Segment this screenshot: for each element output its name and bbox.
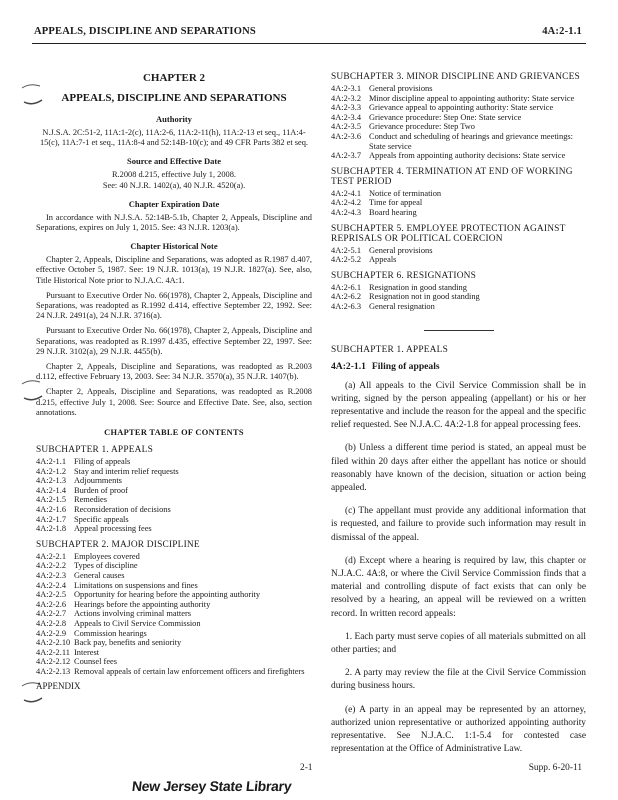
toc-entry-number: 4A:2-1.4 — [36, 485, 67, 495]
toc-entry-number: 4A:2-2.5 — [36, 590, 67, 600]
toc-entry-number: 4A:2-2.10 — [36, 638, 71, 648]
section-name: Filing of appeals — [371, 360, 440, 372]
section-divider — [424, 330, 494, 331]
toc-entry-number: 4A:2-1.1 — [36, 457, 67, 467]
toc-entry-title: Grievance procedure: Step Two — [369, 122, 475, 132]
toc-entry-number: 4A:2-2.3 — [36, 571, 67, 580]
toc-entry-title: Notice of termination — [369, 188, 442, 198]
toc-entry-title: Stay and interim relief requests — [74, 466, 179, 476]
toc-entry-number: 4A:2-2.12 — [36, 657, 71, 667]
toc-entry — [36, 457, 312, 467]
section-number: 4A:2-1.1 — [331, 360, 366, 372]
toc-entry — [36, 667, 312, 677]
historical-note-paragraph: Chapter 2, Appeals, Discipline and Separations, was readopted as R.2003 d.112, effective February 13, 2003. See: 34 N.J.R. 3570(a), 35 N.J.R. 1407(b). — [36, 362, 312, 382]
historical-note-heading: Chapter Historical Note — [130, 241, 218, 252]
toc-entry-title: Back pay, benefits and seniority — [74, 638, 182, 648]
toc-entry-number: 4A:2-3.5 — [331, 122, 362, 132]
authority-heading: Authority — [156, 114, 192, 124]
toc-entry — [36, 561, 312, 571]
toc-entry-title: Conduct and scheduling of hearings and grievance meetings: State service — [369, 131, 573, 151]
toc-entry-title: Minor discipline appeal to appointing authority: State service — [369, 93, 575, 103]
toc-entry-number: 4A:2-1.5 — [36, 495, 67, 505]
toc-entry — [36, 609, 312, 619]
toc-entry-title: Appeals from appointing authority decisions: State service — [369, 151, 566, 161]
historical-note-paragraph: Pursuant to Executive Order No. 66(1978), Chapter 2, Appeals, Discipline and Separations, was readopted as R.1992 d.414, effective September 22, 1992. See: 24 N.J.R. 2491(a), 24 N.J.R. 3716(a). — [36, 290, 312, 321]
toc-entry-title: General provisions — [369, 245, 433, 255]
toc-subchapter-heading: SUBCHAPTER 2. MAJOR DISCIPLINE — [36, 539, 200, 550]
toc-entry-number: 4A:2-3.3 — [331, 103, 362, 113]
body-subparagraph: 1. Each party must serve copies of all materials submitted on all other parties; and — [331, 631, 586, 655]
toc-entry-number: 4A:2-1.3 — [36, 476, 67, 486]
body-subparagraph: 2. A party may review the file at the Civil Service Commission during business hours. — [331, 668, 586, 692]
body-paragraph: (d) Except where a hearing is required by law, this chapter or N.J.A.C. 4A:8, or where the Civil Service Commission finds that a material and controlling dispute of fact exists that can only be resolved by a hearing, an appeal will be reviewed on a written record. In written record appeals: — [331, 555, 586, 619]
toc-list — [331, 283, 586, 312]
toc-entry-number: 4A:2-2.8 — [36, 618, 67, 628]
source-text: R.2008 d.215, effective July 1, 2008. — [111, 170, 237, 180]
toc-subchapter-heading: SUBCHAPTER 5. EMPLOYEE PROTECTION AGAINST REPRISALS OR POLITICAL COERCION — [331, 223, 566, 244]
toc-subchapter-heading: SUBCHAPTER 6. RESIGNATIONS — [331, 270, 477, 281]
historical-note-paragraph: Chapter 2, Appeals, Discipline and Separations, was adopted as R.1987 d.407, effective October 5, 1987. See: 19 N.J.R. 1013(a), 19 N.J.R. 1827(a). See, also, Title Historical Note prior to N.J.A.C. 4A:1. — [36, 255, 312, 285]
toc-entry-number: 4A:2-3.7 — [331, 151, 362, 161]
toc-entry-title: Commission hearings — [74, 628, 147, 638]
toc-entry — [331, 302, 586, 312]
toc-entry — [331, 113, 586, 123]
toc-entry-title: Interest — [74, 647, 100, 657]
toc-title: CHAPTER TABLE OF CONTENTS — [104, 428, 244, 438]
toc-entry — [331, 84, 586, 94]
toc-entry — [36, 648, 312, 658]
body-paragraph: (c) The appellant must provide any additional information that is requested, and failure to provide such information may result in dismissal of the appeal. — [331, 506, 586, 543]
toc-entry-number: 4A:2-2.11 — [36, 647, 70, 657]
toc-entry-number: 4A:2-2.7 — [36, 609, 67, 619]
toc-entry-number: 4A:2-1.2 — [36, 466, 67, 476]
toc-entry — [331, 122, 586, 132]
toc-entry — [36, 524, 312, 534]
toc-list — [331, 189, 586, 218]
toc-entry-title: Specific appeals — [74, 514, 129, 524]
toc-entry-title: Remedies — [74, 495, 108, 505]
toc-subchapter-heading: SUBCHAPTER 3. MINOR DISCIPLINE AND GRIEVANCES — [331, 72, 580, 82]
toc-entry — [36, 590, 312, 600]
toc-entry — [36, 600, 312, 610]
toc-entry-title: Reconsideration of decisions — [74, 505, 171, 515]
toc-entry — [36, 495, 312, 505]
toc-entry-title: General resignation — [369, 301, 435, 311]
toc-entry-title: Appeals — [369, 255, 397, 265]
toc-entry — [331, 246, 586, 256]
toc-entry-number: 4A:2-3.2 — [331, 93, 362, 103]
toc-entry-title: Actions involving criminal matters — [74, 609, 191, 619]
toc-list — [331, 84, 586, 161]
toc-entry — [331, 151, 586, 161]
toc-entry-title: Resignation in good standing — [369, 282, 467, 292]
toc-entry-title: Filing of appeals — [74, 457, 131, 467]
toc-entry — [36, 619, 312, 629]
toc-entry-number: 4A:2-1.8 — [36, 524, 67, 534]
toc-entry-number: 4A:2-2.4 — [36, 580, 67, 590]
toc-entry-number: 4A:2-2.2 — [36, 561, 67, 571]
toc-entry-title: Hearings before the appointing authority — [74, 599, 211, 609]
library-stamp: New Jersey State Library — [131, 778, 293, 794]
toc-entry-number: 4A:2-1.6 — [36, 505, 67, 515]
toc-subchapter-heading: SUBCHAPTER 4. TERMINATION AT END OF WORKING TEST PERIOD — [331, 166, 573, 187]
toc-entry-title: Types of discipline — [74, 561, 138, 571]
toc-entry — [36, 552, 312, 562]
toc-entry-number: 4A:2-3.6 — [331, 131, 362, 141]
toc-entry-title: Resignation not in good standing — [369, 292, 480, 302]
toc-entry-number: 4A:2-3.1 — [331, 84, 362, 93]
toc-entry-title: Appeal processing fees — [74, 524, 152, 534]
toc-entry — [36, 581, 312, 591]
supplement-date: Supp. 6-20-11 — [528, 763, 582, 773]
toc-entry — [36, 629, 312, 639]
toc-entry-title: Limitations on suspensions and fines — [74, 580, 198, 590]
toc-entry — [331, 208, 586, 218]
chapter-label: CHAPTER 2 — [142, 72, 206, 84]
body-paragraph: (b) Unless a different time period is stated, an appeal must be filed within 20 days after either the appellant has notice or should reasonably have known of the decision, situation or action being appealed. — [331, 443, 586, 493]
toc-entry-number: 4A:2-2.6 — [36, 599, 67, 609]
toc-subchapter-heading: SUBCHAPTER 1. APPEALS — [36, 445, 153, 456]
left-column — [36, 70, 312, 691]
toc-entry-number: 4A:2-3.4 — [331, 112, 362, 122]
authority-text: N.J.S.A. 2C:51-2, 11A:1-2(c), 11A:2-6, 11A:2-11(h), 11A:2-13 et seq., 11A:4-15(c), 11A:7-1 et seq., 11A:8-4 and 52:14B-10(c); and 49 CFR Parts 382 et seq. — [39, 128, 309, 148]
toc-entry-title: Burden of proof — [74, 485, 128, 495]
toc-entry — [36, 486, 312, 496]
historical-note-paragraph: Pursuant to Executive Order No. 66(1978), Chapter 2, Appeals, Discipline and Separations, was readopted as R.1997 d.435, effective September 22, 1997. See: 29 N.J.R. 3102(a), 29 N.J.R. 4455(b). — [36, 326, 312, 356]
expiration-text: In accordance with N.J.S.A. 52:14B-5.1b, Chapter 2, Appeals, Discipline and Separations, expires on July 1, 2015. See: 43 N.J.R. 1203(a). — [36, 212, 312, 233]
toc-entry-title: Opportunity for hearing before the appointing authority — [74, 590, 261, 600]
toc-entry-number: 4A:2-1.7 — [36, 514, 67, 524]
toc-entry — [331, 189, 586, 199]
toc-entry — [36, 476, 312, 486]
toc-entry — [331, 132, 586, 151]
header-rule — [32, 43, 586, 44]
toc-entry — [36, 571, 312, 581]
toc-entry-number: 4A:2-4.1 — [331, 188, 362, 198]
toc-entry-number: 4A:2-2.1 — [36, 551, 67, 561]
toc-entry-title: Counsel fees — [74, 657, 118, 667]
toc-entry-number: 4A:2-2.9 — [36, 628, 67, 638]
toc-entry — [331, 94, 586, 104]
toc-entry-title: Appeals to Civil Service Commission — [74, 618, 201, 628]
running-head-title: APPEALS, DISCIPLINE AND SEPARATIONS — [34, 26, 256, 37]
toc-entry — [36, 657, 312, 667]
toc-entry — [331, 283, 586, 293]
running-head-section: 4A:2-1.1 — [542, 26, 582, 37]
body-paragraph: (e) A party in an appeal may be represented by an attorney, authorized union representative or authorized appointing authority representative. See N.J.A.C. 1:1-5.4 for contested case representation at the Office of Administrative Law. — [331, 704, 586, 755]
source-citation: See: 40 N.J.R. 1402(a), 40 N.J.R. 4520(a). — [102, 180, 246, 190]
toc-entry-title: Time for appeal — [369, 198, 423, 208]
toc-entry-number: 4A:2-6.2 — [331, 292, 362, 302]
toc-entry-title: Grievance procedure: Step One: State service — [369, 112, 522, 122]
toc-appendix: APPENDIX — [36, 680, 81, 691]
toc-entry-number: 4A:2-5.2 — [331, 255, 362, 265]
toc-entry-number: 4A:2-6.1 — [331, 282, 362, 292]
toc-entry — [36, 505, 312, 515]
toc-list — [331, 246, 586, 265]
toc-entry-title: Grievance appeal to appointing authority: State service — [369, 103, 554, 113]
running-head — [34, 26, 582, 42]
toc-entry — [331, 198, 586, 208]
source-heading: Source and Effective Date — [126, 156, 222, 167]
toc-entry-title: Board hearing — [369, 207, 417, 217]
toc-entry-title: Adjournments — [74, 476, 122, 486]
chapter-title: APPEALS, DISCIPLINE AND SEPARATIONS — [61, 92, 287, 104]
section-title — [331, 361, 586, 372]
toc-entry — [36, 467, 312, 477]
toc-entry-number: 4A:2-4.3 — [331, 207, 362, 217]
toc-entry — [331, 255, 586, 265]
expiration-heading: Chapter Expiration Date — [128, 198, 220, 209]
toc-entry — [36, 638, 312, 648]
toc-entry-title: General provisions — [369, 84, 433, 93]
toc-entry-number: 4A:2-6.3 — [331, 301, 362, 311]
body-paragraph: (a) All appeals to the Civil Service Commission shall be in writing, signed by the person appealing (appellant) or his or her representative and include the reason for the appeal and the specific relief requested. See N.J.A.C. 4A:2-1.8 for appeal processing fees. — [331, 380, 586, 431]
historical-note-paragraph: Chapter 2, Appeals, Discipline and Separations, was readopted as R.2008 d.215, effective July 1, 2008. See: Source and Effective Date. See, also, section annotations. — [36, 387, 312, 417]
subchapter-heading: SUBCHAPTER 1. APPEALS — [331, 344, 448, 355]
toc-entry-title: Removal appeals of certain law enforcement officers and firefighters — [74, 666, 305, 676]
right-column — [331, 70, 586, 766]
toc-list — [36, 552, 312, 677]
toc-entry — [331, 103, 586, 113]
toc-entry — [36, 515, 312, 525]
toc-entry-number: 4A:2-4.2 — [331, 198, 362, 208]
toc-list — [36, 457, 312, 534]
toc-entry-number: 4A:2-2.13 — [36, 666, 71, 676]
toc-entry-title: Employees covered — [74, 551, 140, 561]
toc-entry — [331, 292, 586, 302]
toc-entry-number: 4A:2-5.1 — [331, 245, 362, 255]
page-number: 2-1 — [300, 763, 313, 773]
toc-entry-title: General causes — [74, 571, 125, 580]
